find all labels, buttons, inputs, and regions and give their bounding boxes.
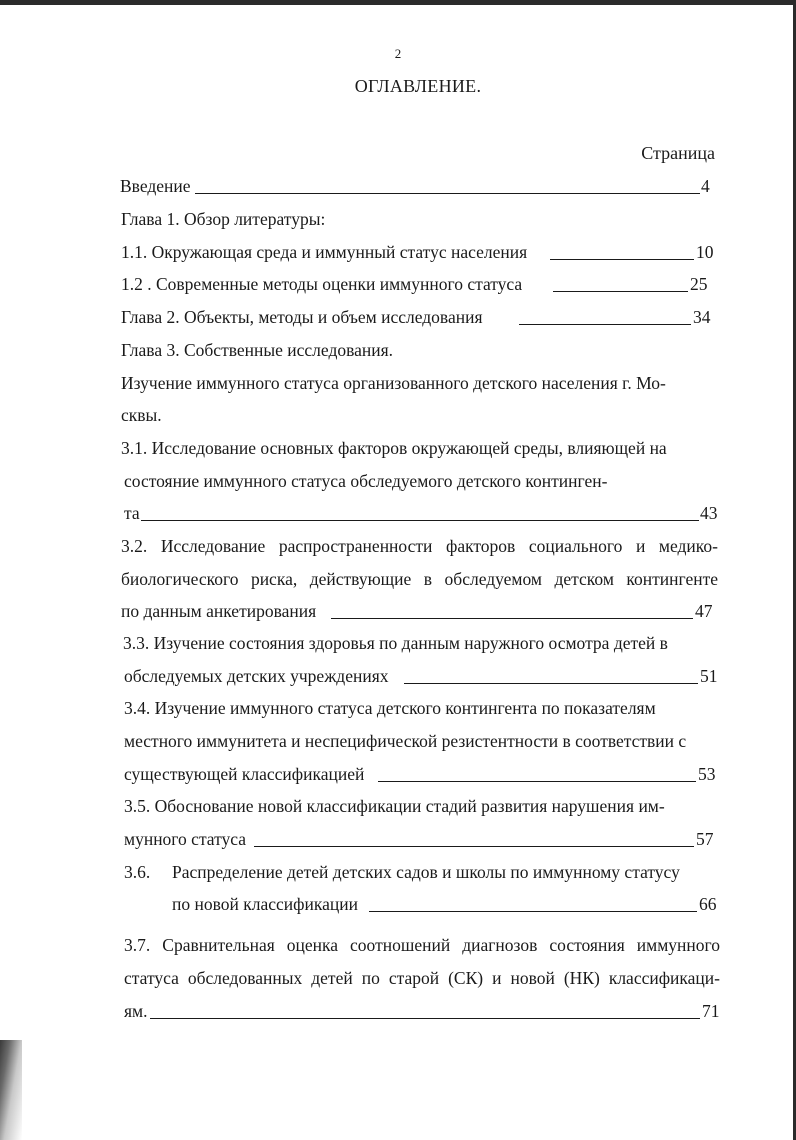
toc-entry-page: 4 <box>701 176 710 196</box>
toc-entry-page: 43 <box>700 503 718 523</box>
toc-leader <box>254 846 694 847</box>
toc-entry-3-5[interactable] <box>0 828 796 850</box>
page-title: ОГЛАВЛЕНИЕ. <box>354 76 482 96</box>
toc-3-5-line: 3.5. Обоснование новой классификации стадий развития нарушения им- <box>124 796 665 816</box>
toc-entry-1-1[interactable] <box>0 241 796 263</box>
page-number: 2 <box>394 46 402 61</box>
toc-leader <box>404 683 698 684</box>
toc-entry-label: ям. <box>124 1001 148 1021</box>
toc-entry-label: существующей классификацией <box>124 764 365 784</box>
toc-entry-label: Введение <box>120 176 191 196</box>
toc-chapter-3-subtitle: Изучение иммунного статуса организованного детского населения г. Мо- <box>121 373 666 393</box>
toc-entry-introduction[interactable] <box>0 175 796 197</box>
toc-entry-label: обследуемых детских учреждениях <box>124 666 389 686</box>
toc-leader <box>369 911 697 912</box>
toc-entry-1-2[interactable] <box>0 273 796 295</box>
toc-entry-page: 47 <box>695 601 713 621</box>
toc-entry-page: 25 <box>690 274 708 294</box>
toc-leader <box>519 324 691 325</box>
toc-3-6-number: 3.6. <box>124 862 151 882</box>
toc-chapter-1-heading: Глава 1. Обзор литературы: <box>121 209 326 229</box>
toc-entry-3-6[interactable] <box>0 893 796 915</box>
scan-edge-shadow <box>0 1040 22 1140</box>
toc-3-2-line: биологического риска, действующие в обследуемом детском контингенте <box>121 569 718 589</box>
toc-entry-page: 34 <box>693 307 711 327</box>
toc-leader <box>378 781 696 782</box>
scan-border-top <box>0 0 796 5</box>
toc-leader <box>141 520 699 521</box>
toc-entry-3-4[interactable] <box>0 763 796 785</box>
toc-leader <box>150 1018 700 1019</box>
toc-entry-label: 1.2 . Современные методы оценки иммунного статуса <box>121 274 523 294</box>
toc-3-1-line: 3.1. Исследование основных факторов окружающей среды, влияющей на <box>121 438 667 458</box>
toc-chapter-3-subtitle-cont: сквы. <box>121 405 162 425</box>
toc-leader <box>331 618 693 619</box>
toc-entry-page: 10 <box>696 242 714 262</box>
toc-entry-label: та <box>124 503 140 523</box>
toc-entry-3-3[interactable] <box>0 665 796 687</box>
toc-entry-page: 66 <box>699 894 717 914</box>
toc-entry-label: Глава 2. Объекты, методы и объем исследования <box>121 307 483 327</box>
toc-entry-label: мунного статуса <box>124 829 247 849</box>
toc-3-7-line: 3.7. Сравнительная оценка соотношений диагнозов состояния иммунного <box>124 935 720 955</box>
toc-entry-3-1[interactable] <box>0 502 796 524</box>
toc-entry-label: по данным анкетирования <box>121 601 317 621</box>
toc-entry-label: 1.1. Окружающая среда и иммунный статус населения <box>121 242 528 262</box>
toc-entry-page: 51 <box>700 666 718 686</box>
page-column-header: Страница <box>641 143 715 163</box>
toc-3-4-line: 3.4. Изучение иммунного статуса детского контингента по показателям <box>124 698 656 718</box>
toc-leader <box>550 259 694 260</box>
toc-entry-3-2[interactable] <box>0 600 796 622</box>
toc-3-6-line: Распределение детей детских садов и школы по иммунному статусу <box>172 862 680 882</box>
toc-entry-chapter-2[interactable] <box>0 306 796 328</box>
toc-3-3-line: 3.3. Изучение состояния здоровья по данным наружного осмотра детей в <box>123 633 668 653</box>
toc-3-4-line: местного иммунитета и неспецифической резистентности в соответствии с <box>124 731 687 751</box>
toc-leader <box>195 193 700 194</box>
toc-entry-page: 53 <box>698 764 716 784</box>
toc-3-2-line: 3.2. Исследование распространенности факторов социального и медико- <box>121 536 718 556</box>
toc-3-1-line: состояние иммунного статуса обследуемого детского континген- <box>124 471 608 491</box>
toc-3-7-line: статуса обследованных детей по старой (СК) и новой (НК) классификаци- <box>124 968 720 988</box>
toc-entry-page: 71 <box>702 1001 720 1021</box>
toc-entry-3-7[interactable] <box>0 1000 796 1022</box>
toc-entry-label: по новой классификации <box>172 894 358 914</box>
toc-chapter-3-heading: Глава 3. Собственные исследования. <box>121 340 394 360</box>
toc-entry-page: 57 <box>696 829 714 849</box>
toc-leader <box>553 291 688 292</box>
